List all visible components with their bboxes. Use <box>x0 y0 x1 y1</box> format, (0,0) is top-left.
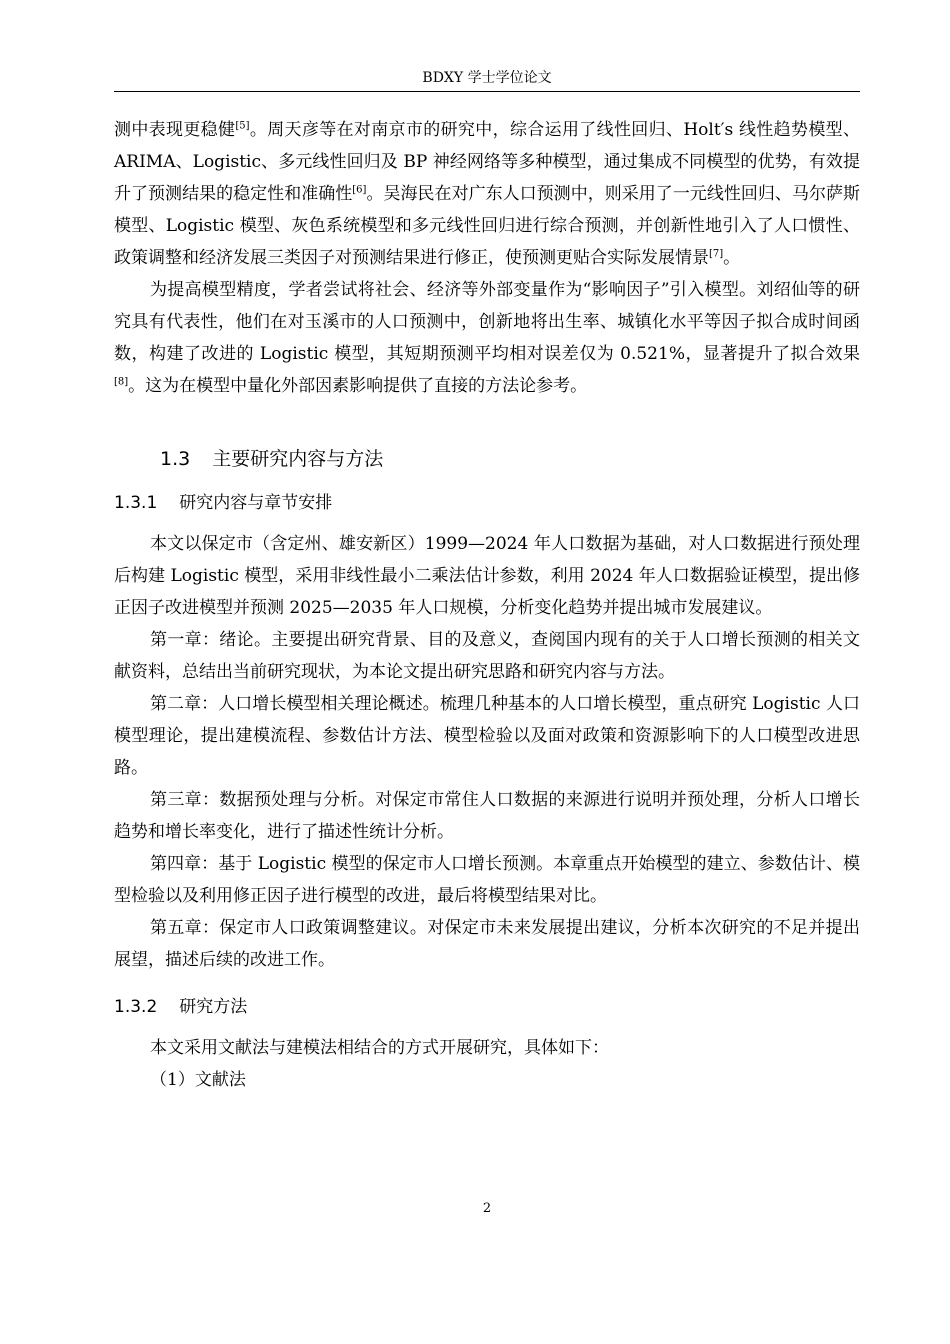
page-number: 2 <box>482 1201 492 1216</box>
subsection-number: 1.3.2 <box>114 997 158 1017</box>
citation-8: [8] <box>114 376 129 388</box>
paragraph-research-overview: 本文以保定市（含定州、雄安新区）1999—2024 年人口数据为基础，对人口数据进行预处理后构建 Logistic 模型，采用非线性最小二乘法估计参数，利用 2024 年人口数据验证模型，提出修正因子改进模型并预测 2025—2035 年人口规模，分析变化趋势并提出城市发展建议。 <box>114 534 860 618</box>
subsection-heading-1-3-2 <box>114 990 860 1024</box>
paragraph-methods-intro: 本文采用文献法与建模法相结合的方式开展研究，具体如下： <box>150 1038 609 1058</box>
paragraph-chapter-4: 第四章：基于 Logistic 模型的保定市人口增长预测。本章重点开始模型的建立、参数估计、模型检验以及利用修正因子进行模型的改进，最后将模型结果对比。 <box>114 854 860 906</box>
section-heading-1-3 <box>160 442 860 476</box>
section-number: 1.3 <box>160 448 191 470</box>
citation-6: [6] <box>352 184 367 196</box>
text-run: 。吴海民在对广东人口预测中，则采用了一元线性回归、马尔萨斯模型、Logistic 模型、灰色系统模型和多元线性回归进行综合预测，并创新性地引入了人口惯性、政策调整和经济发展三类因子对预测结果进行修正，使预测更贴合实际发展情景 <box>114 184 861 268</box>
text-run: 。周天彦等在对南京市的研究中，综合运用了线性回归、Holt′s 线性趋势模型、ARIMA、Logistic、多元线性回归及 BP 神经网络等多种模型，通过集成不同模型的优势，有效提升了预测结果的稳定性和准确性 <box>114 120 860 204</box>
list-item-literature-method: （1）文献法 <box>150 1070 246 1090</box>
header-rule <box>114 91 860 92</box>
paragraph-chapter-5: 第五章：保定市人口政策调整建议。对保定市未来发展提出建议，分析本次研究的不足并提出展望，描述后续的改进工作。 <box>114 918 860 970</box>
section-title: 主要研究内容与方法 <box>212 448 384 470</box>
paragraph-influence-factors <box>114 274 860 402</box>
subsection-number: 1.3.1 <box>114 493 158 513</box>
text-run: 。这为在模型中量化外部因素影响提供了直接的方法论参考。 <box>128 376 588 396</box>
text-run: 为提高模型精度，学者尝试将社会、经济等外部变量作为“影响因子”引入模型。刘绍仙等的研究具有代表性，他们在对玉溪市的人口预测中，创新地将出生率、城镇化水平等因子拟合成时间函数，构建了改进的 Logistic 模型，其短期预测平均相对误差仅为 0.521%，显著提升了拟合效果 <box>114 280 860 364</box>
paragraph-chapter-3: 第三章：数据预处理与分析。对保定市常住人口数据的来源进行说明并预处理，分析人口增长趋势和增长率变化，进行了描述性统计分析。 <box>114 790 860 842</box>
subsection-title: 研究方法 <box>179 997 248 1017</box>
running-header: BDXY 学士学位论文 <box>422 70 552 86</box>
text-run: 。 <box>723 248 741 268</box>
citation-7: [7] <box>709 248 724 260</box>
text-run: 测中表现更稳健 <box>114 120 236 140</box>
subsection-heading-1-3-1 <box>114 486 860 520</box>
paragraph-chapter-1: 第一章：绪论。主要提出研究背景、目的及意义，查阅国内现有的关于人口增长预测的相关文献资料，总结出当前研究现状，为本论文提出研究思路和研究内容与方法。 <box>114 630 860 682</box>
paragraph-model-comparison <box>114 114 860 274</box>
page-body <box>114 114 860 1096</box>
paragraph-chapter-2: 第二章：人口增长模型相关理论概述。梳理几种基本的人口增长模型，重点研究 Logistic 人口模型理论，提出建模流程、参数估计方法、模型检验以及面对政策和资源影响下的人口模型改进思路。 <box>114 694 860 778</box>
citation-5: [5] <box>235 120 250 132</box>
subsection-title: 研究内容与章节安排 <box>179 493 333 513</box>
